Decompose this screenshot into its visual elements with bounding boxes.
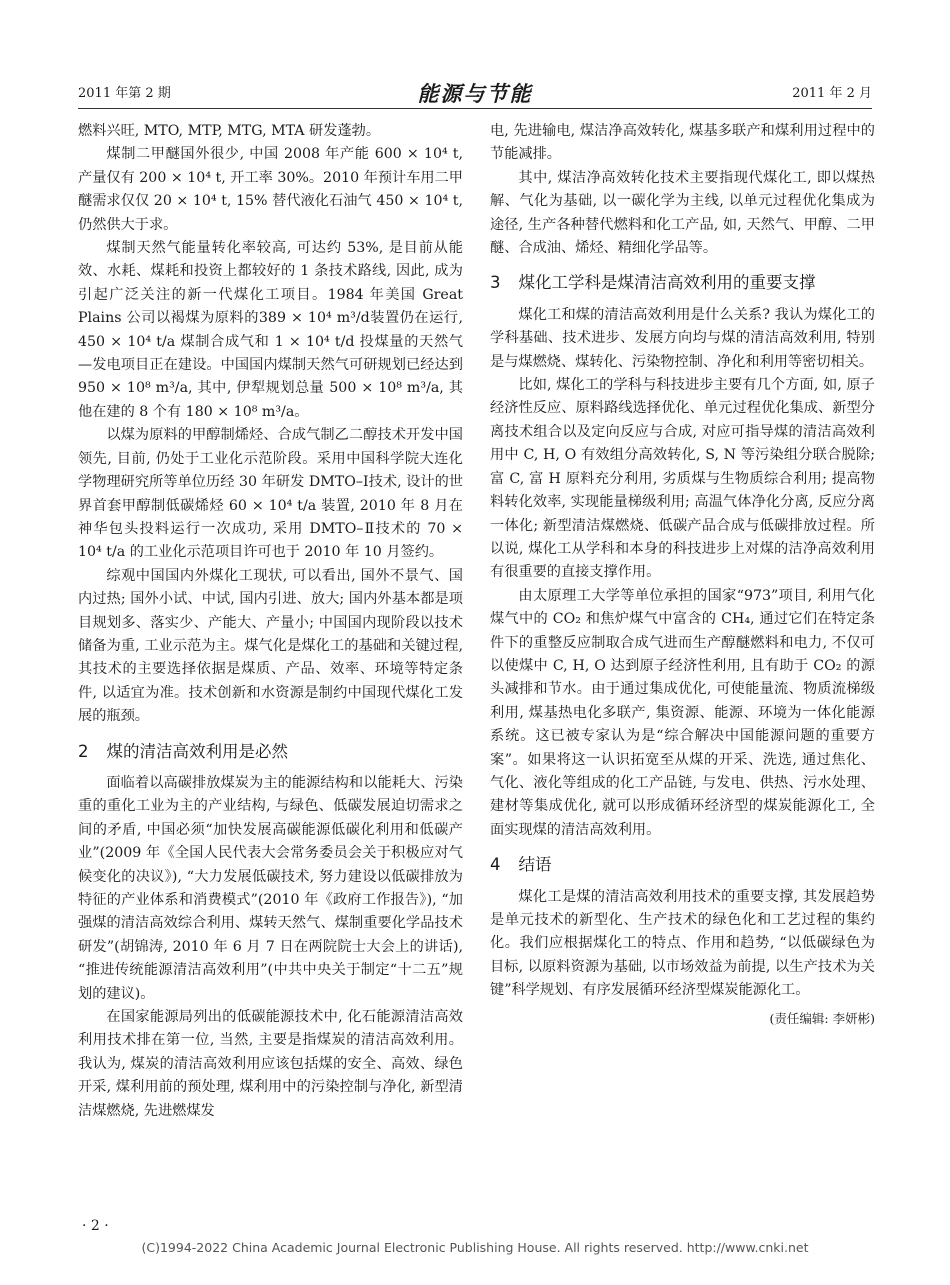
section-title: 结语 <box>518 855 552 875</box>
section-number: 2 <box>78 741 89 761</box>
paragraph: 在国家能源局列出的低碳能源技术中, 化石能源清洁高效利用技术排在第一位, 当然, 主要是指煤炭的清洁高效利用。我认为, 煤炭的清洁高效利用应该包括煤的安全、高效、绿色开采, 煤利用前的预处理, 煤利用中的污染控制与净化, 新型清洁煤燃烧, 先进燃煤发 <box>78 1009 463 1119</box>
header-rule <box>78 108 872 109</box>
page-header <box>78 78 872 104</box>
paragraph: 燃料兴旺, MTO, MTP, MTG, MTA 研发蓬勃。 <box>78 123 381 139</box>
paragraph: 其中, 煤洁净高效转化技术主要指现代煤化工, 即以煤热解、气化为基础, 以一碳化学为主线, 以单元过程优化集成为途径, 生产各种替代燃料和化工产品, 如, 天然气、甲醇、二甲醚、合成油、烯烃、精细化学品等。 <box>490 169 875 257</box>
section-heading-3 <box>490 271 875 294</box>
editor-note: (责任编辑: 李妍彬) <box>769 1010 875 1026</box>
paragraph: 煤制二甲醚国外很少, 中国 2008 年产能 600 × 10⁴ t, 产量仅有 200 × 10⁴ t, 开工率 30%。2010 年预计车用二甲醚需求仅仅 20 × 10⁴ t, 15% 替代液化石油气 450 × 10⁴ t, 仍然供大于求。 <box>78 146 463 233</box>
issue-label: 2011 年第 2 期 <box>78 86 171 101</box>
section-heading-2 <box>78 740 463 763</box>
date-label: 2011 年 2 月 <box>792 86 872 101</box>
paragraph: 以煤为原料的甲醇制烯烃、合成气制乙二醇技术开发中国领先, 目前, 仍处于工业化示范阶段。采用中国科学院大连化学物理研究所等单位历经 30 年研发 DMTO–Ⅰ技术, 设计的世界首套甲醇制低碳烯烃 60 × 10⁴ t/a 装置, 2010 年 8 月在神华包头投料运行一次成功, 采用 DMTO–Ⅱ技术的 70 × 10⁴ t/a 的工业化示范项目许可也于 2010 年 10 月签约。 <box>78 427 463 561</box>
paragraph: 面临着以高碳排放煤炭为主的能源结构和以能耗大、污染重的重化工业为主的产业结构, 与绿色、低碳发展迫切需求之间的矛盾, 中国必须“加快发展高碳能源低碳化利用和低碳产业”(2009 年《全国人民代表大会常务委员会关于积极应对气候变化的决议》), “大力发展低碳技术, 努力建设以低碳排放为特征的产业体系和消费模式”(2010 年《政府工作报告》), “加强煤的清洁高效综合利用、煤转天然气、煤制重要化学品技术研发”(胡锦涛, 2010 年 6 月 7 日在两院院士大会上的讲话), “推进传统能源清洁高效利用”(中共中央关于制定“十二五”规划的建议)。 <box>78 774 463 1002</box>
paragraph: 电, 先进输电, 煤洁净高效转化, 煤基多联产和煤利用过程中的节能减排。 <box>490 123 875 163</box>
paragraph: 综观中国国内外煤化工现状, 可以看出, 国外不景气、国内过热; 国外小试、中试, 国内引进、放大; 国内外基本都是项目规划多、落实少、产能大、产量小; 中国国内现阶段以技术储备为重, 工业示范为主。煤气化是煤化工的基础和关键过程, 其技术的主要选择依据是煤质、产品、效率、环境等特定条件, 以适宜为准。技术创新和水资源是制约中国现代煤化工发展的瓶颈。 <box>78 567 463 725</box>
section-title: 煤的清洁高效利用是必然 <box>106 741 288 761</box>
copyright-footer: (C)1994-2022 China Academic Journal Electronic Publishing House. All rights reserved. http://www.cnki.net <box>141 1240 809 1255</box>
section-number: 4 <box>490 855 501 875</box>
journal-title: 能源与节能 <box>417 81 533 106</box>
paragraph: 煤化工是煤的清洁高效利用技术的重要支撑, 其发展趋势是单元技术的新型化、生产技术的绿色化和工艺过程的集约化。我们应根据煤化工的特点、作用和趋势, “以低碳绿色为目标, 以原料资源为基础, 以市场效益为前提, 以生产技术为关键”科学规划、有序发展循环经济型煤炭能源化工。 <box>490 888 875 999</box>
paragraph: 比如, 煤化工的学科与科技进步主要有几个方面, 如, 原子经济性反应、原料路线选择优化、单元过程优化集成、新型分离技术组合以及定向反应与合成, 对应可指导煤的清洁高效利用中 C, H, O 有效组分高效转化, S, N 等污染组分联合脱除; 富 C, 富 H 原料充分利用, 劣质煤与生物质综合利用; 提高物料转化效率, 实现能量梯级利用; 高温气体净化分离, 反应分离一体化; 新型清洁煤燃烧、低碳产品合成与低碳排放过程。所以说, 煤化工从学科和本身的科技进步上对煤的洁净高效利用有很重要的直接支撑作用。 <box>490 377 875 581</box>
left-column <box>78 120 463 1123</box>
section-number: 3 <box>490 273 501 293</box>
page-number: · 2 · <box>82 1218 109 1234</box>
paragraph: 煤化工和煤的清洁高效利用是什么关系? 我认为煤化工的学科基础、技术进步、发展方向均与煤的清洁高效利用, 特别是与煤燃烧、煤转化、污染物控制、净化和利用等密切相关。 <box>490 306 875 370</box>
paragraph: 煤制天然气能量转化率较高, 可达约 53%, 是目前从能效、水耗、煤耗和投资上都较好的 1 条技术路线, 因此, 成为引起广泛关注的新一代煤化工项目。1984 年美国 Great Plains 公司以褐煤为原料的389 × 10⁴ m³/d装置仍在运行, 450 × 10⁴ t/a 煤制合成气和 1 × 10⁴ t/d 投煤量的天然气—发电项目正在建设。中国国内煤制天然气可研规划已经达到950 × 10⁸ m³/a, 其中, 伊犁规划总量 500 × 10⁸ m³/a, 其他在建的 8 个有 180 × 10⁸ m³/a。 <box>78 240 463 420</box>
section-title: 煤化工学科是煤清洁高效利用的重要支撑 <box>518 273 816 293</box>
right-column <box>490 120 875 1030</box>
section-heading-4 <box>490 853 875 876</box>
paragraph: 由太原理工大学等单位承担的国家“973”项目, 利用气化煤气中的 CO₂ 和焦炉煤气中富含的 CH₄, 通过它们在特定条件下的重整反应制取合成气进而生产醇醚燃料和电力, 不仅可以使煤中 C, H, O 达到原子经济性利用, 且有助于 CO₂ 的源头减排和节水。由于通过集成优化, 可使能量流、物质流梯级利用, 煤基热电化多联产, 集资源、能源、环境为一体化能源系统。这已被专家认为是“综合解决中国能源问题的重要方案”。如果将这一认识拓宽至从煤的开采、洗选, 通过焦化、气化、液化等组成的化工产品链, 与发电、供热、污水处理、建材等集成优化, 就可以形成循环经济型的煤炭能源化工, 全面实现煤的清洁高效利用。 <box>490 587 875 838</box>
